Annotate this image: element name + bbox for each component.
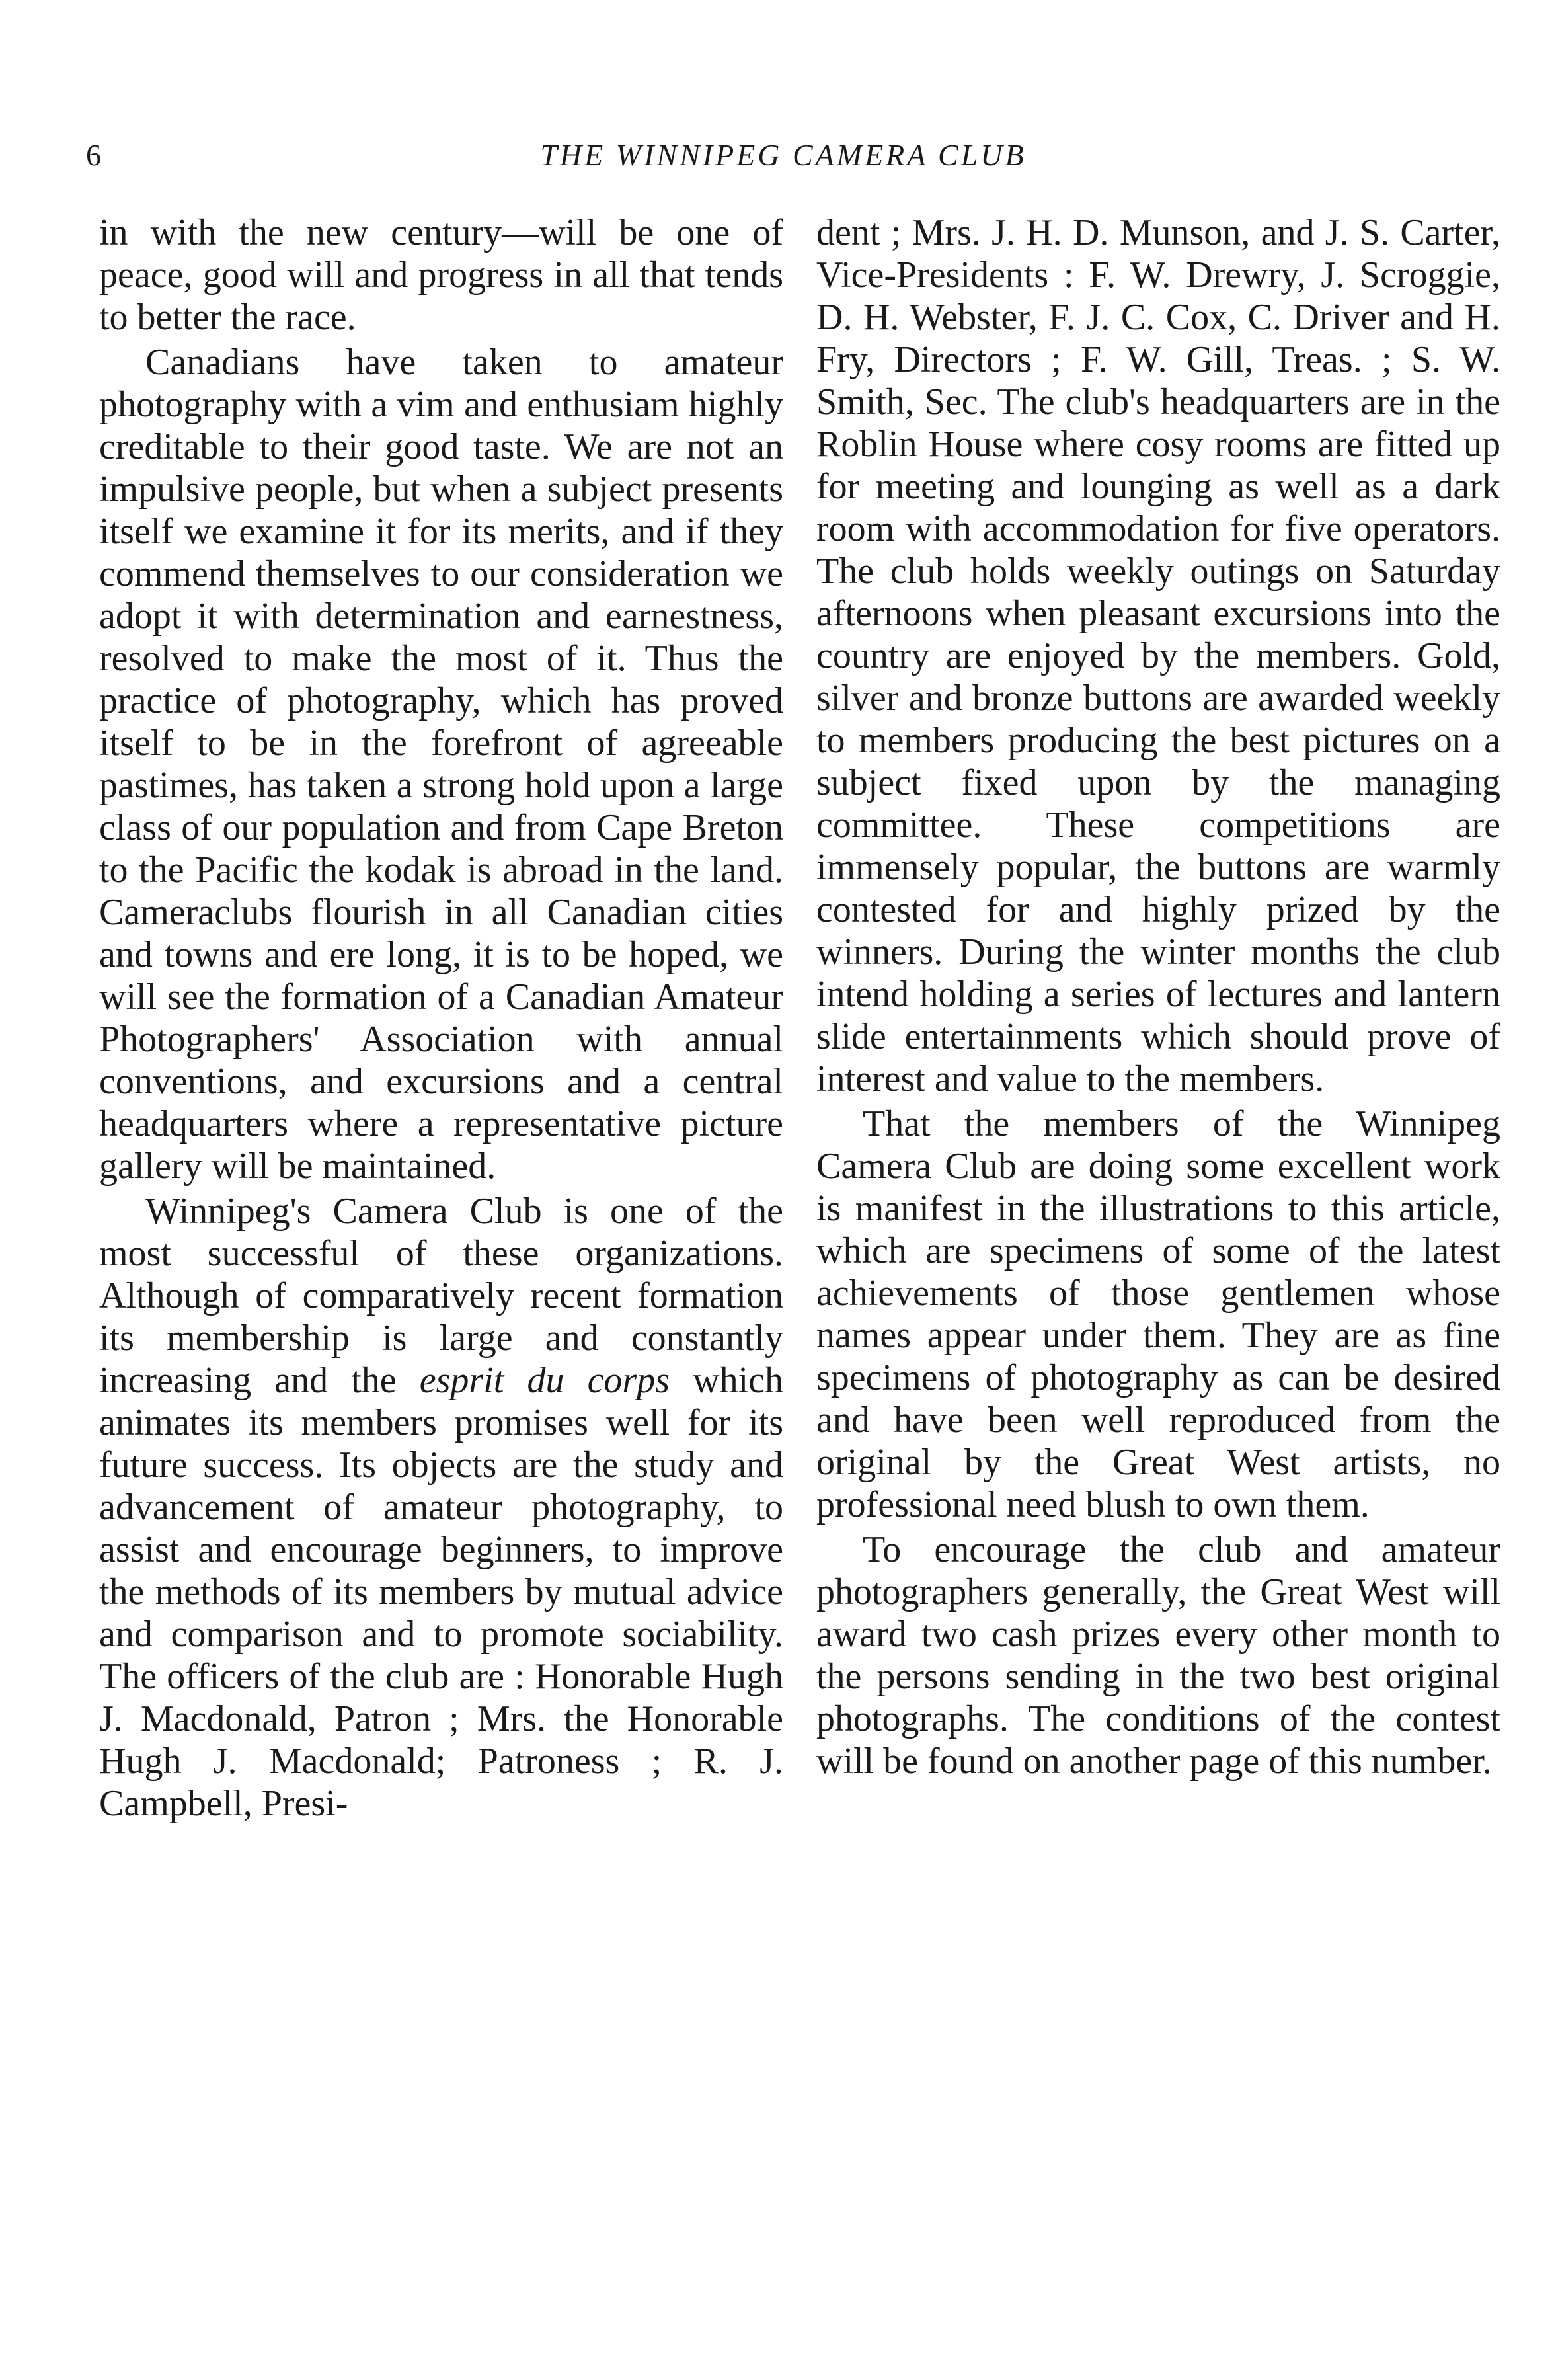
running-title: THE WINNIPEG CAMERA CLUB [540, 138, 1027, 172]
left-column [99, 212, 783, 1825]
paragraph: dent ; Mrs. J. H. D. Munson, and J. S. Carter, Vice-Presidents : F. W. Drewry, J. Scroggie, D. H. Webster, F. J. C. Cox, C. Driver and H. Fry, Directors ; F. W. Gill, Treas. ; S. W. Smith, Sec. The club's headquarters are in the Roblin House where cosy rooms are fitted up for meeting and lounging as well as a dark room with accommodation for five operators. The club holds weekly outings on Saturday afternoons when pleasant excursions into the country are enjoyed by the members. Gold, silver and bronze buttons are awarded weekly to members producing the best pictures on a subject fixed upon by the managing committee. These competitions are immensely popular, the buttons are warmly contested for and highly prized by the winners. During the winter months the club intend holding a series of lectures and lantern slide entertainments which should prove of interest and value to the members. [816, 212, 1500, 1099]
page-number: 6 [86, 138, 101, 172]
paragraph-text: Winnipeg's Camera Club is one of the most successful of these organizations. Although of comparatively recent formation its membership is large and constantly increasing and the [99, 1191, 783, 1401]
running-head [86, 136, 1481, 175]
paragraph: in with the new century—will be one of peace, good will and progress in all that tends to better the race. [99, 212, 783, 338]
paragraph-text: which animates its members promises well for its future success. Its objects are the study and advancement of amateur photography, to assist and encourage beginners, to improve the methods of its members by mutual advice and comparison and to promote sociability. The officers of the club are : Honorable Hugh J. Macdonald, Patron ; Mrs. the Honorable Hugh J. Macdonald; Patroness ; R. J. Campbell, Presi- [99, 1360, 783, 1824]
paragraph: To encourage the club and amateur photographers generally, the Great West will award two cash prizes every other month to the persons sending in the two best original photographs. The conditions of the contest will be found on another page of this number. [816, 1529, 1500, 1782]
italic-phrase: esprit du corps [419, 1360, 670, 1401]
paragraph [99, 1190, 783, 1825]
paragraph: That the members of the Winnipeg Camera Club are doing some excellent work is manifest in the illustrations to this article, which are specimens of some of the latest achievements of those gentlemen whose names appear under them. They are as fine specimens of photography as can be desired and have been well reproduced from the original by the Great West artists, no professional need blush to own them. [816, 1103, 1500, 1525]
paragraph: Canadians have taken to amateur photography with a vim and enthusiam highly creditable to their good taste. We are not an impulsive people, but when a subject presents itself we examine it for its merits, and if they commend themselves to our consideration we adopt it with determination and earnestness, resolved to make the most of it. Thus the practice of photography, which has proved itself to be in the forefront of agreeable pastimes, has taken a strong hold upon a large class of our population and from Cape Breton to the Pacific the kodak is abroad in the land. Cameraclubs flourish in all Canadian cities and towns and ere long, it is to be hoped, we will see the formation of a Canadian Amateur Photographers' Association with annual conventions, and excursions and a central headquarters where a representative picture gallery will be maintained. [99, 342, 783, 1187]
right-column [816, 212, 1500, 1782]
